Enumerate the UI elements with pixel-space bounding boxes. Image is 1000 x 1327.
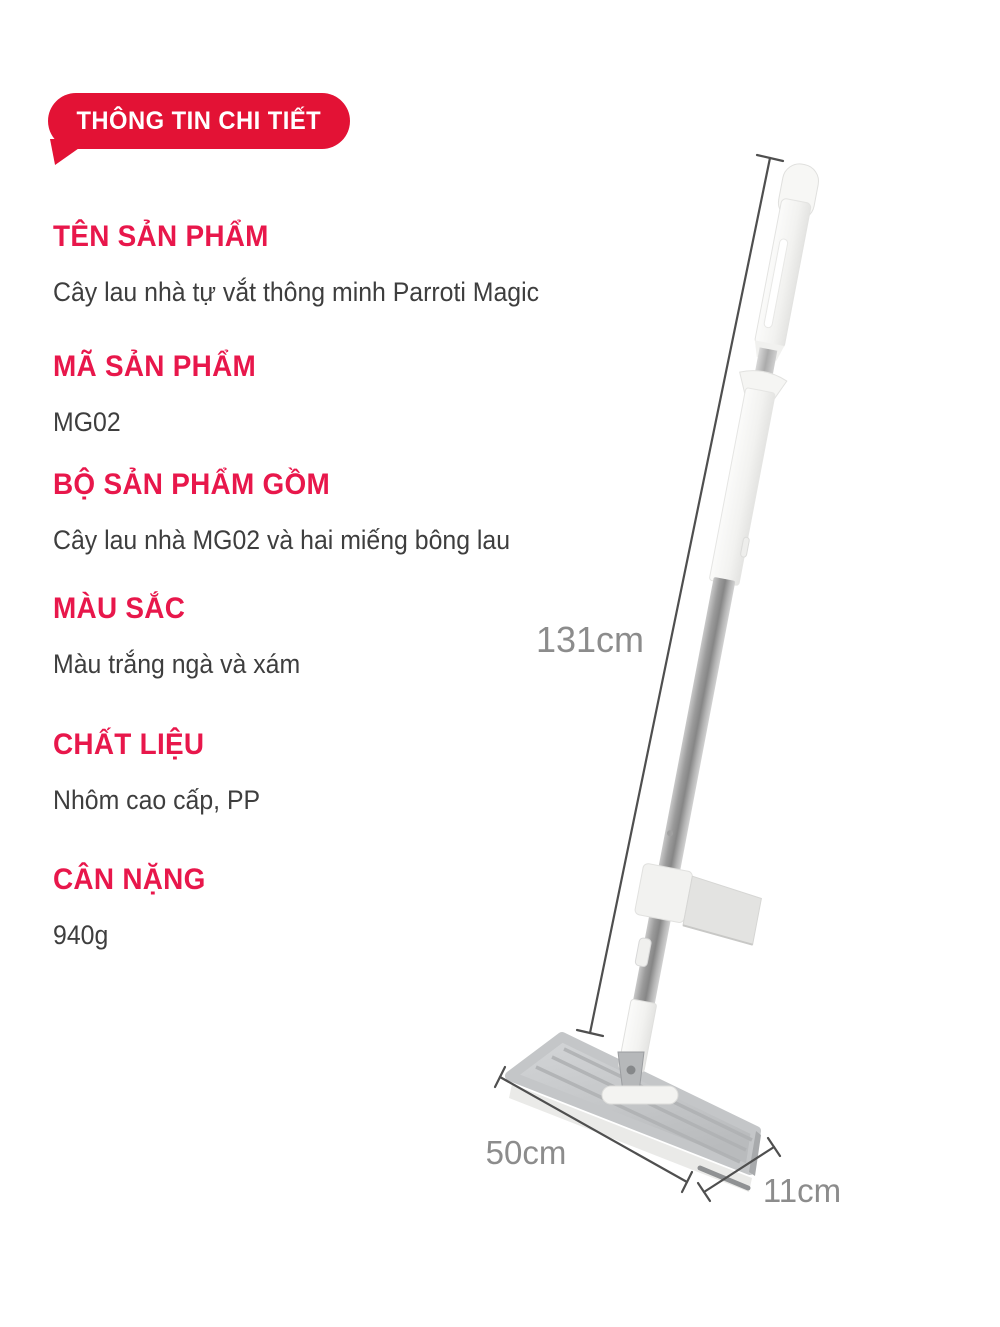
length-tick-right (682, 1172, 692, 1192)
height-label: 131cm (535, 619, 645, 660)
banner-tail-shape (50, 139, 92, 165)
spec-value-set-includes: Cây lau nhà MG02 và hai miếng bông lau (53, 525, 511, 555)
spec-value-product-name: Cây lau nhà tự vắt thông minh Parroti Magic (53, 277, 540, 307)
mop-hanger-bracket-side (634, 863, 693, 923)
spec-heading-material: CHẤT LIỆU (53, 728, 205, 761)
length-label: 50cm (485, 1134, 567, 1171)
banner-title: THÔNG TIN CHI TIẾT (76, 106, 322, 135)
mop-hinge-foot (602, 1086, 678, 1104)
width-tick-right (768, 1138, 780, 1156)
mop-pole-group (605, 160, 898, 1089)
spec-heading-product-code: MÃ SẢN PHẨM (53, 350, 257, 383)
mop-hanger-bracket-front (682, 876, 763, 944)
width-label: 11cm (762, 1172, 842, 1209)
width-tick-left (698, 1183, 710, 1201)
spec-heading-product-name: TÊN SẢN PHẨM (53, 220, 269, 253)
mop-illustration (460, 140, 1000, 1250)
section-title-banner (48, 93, 350, 149)
mop-handle-grip (754, 198, 811, 349)
spec-value-color: Màu trắng ngà và xám (53, 649, 301, 679)
spec-heading-color: MÀU SẮC (53, 592, 186, 625)
length-tick-left (495, 1067, 505, 1087)
spec-heading-set-includes: BỘ SẢN PHẨM GỒM (53, 468, 330, 501)
mop-hinge-screw (627, 1066, 636, 1075)
spec-value-material: Nhôm cao cấp, PP (53, 785, 261, 815)
spec-value-product-code: MG02 (53, 407, 121, 437)
spec-value-weight: 940g (53, 920, 109, 950)
spec-heading-weight: CÂN NẶNG (53, 863, 206, 896)
